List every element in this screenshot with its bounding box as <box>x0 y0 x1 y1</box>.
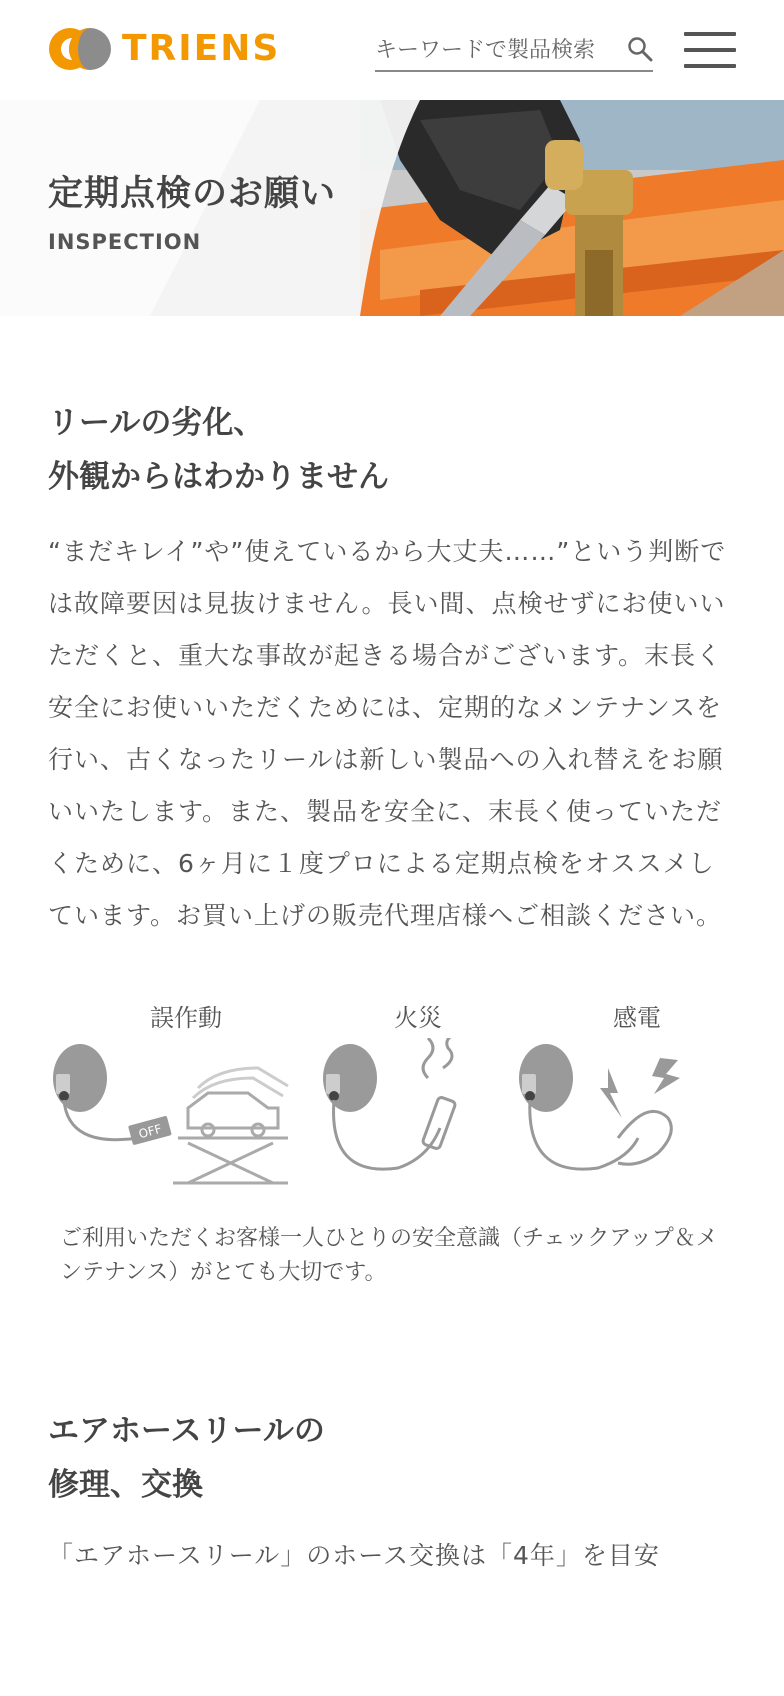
heading-line: 修理、交換 <box>48 1467 203 1503</box>
reel-icon <box>519 1044 638 1169</box>
section-heading-repair <box>48 1404 736 1512</box>
off-tag-icon <box>128 1116 172 1146</box>
site-header <box>0 0 784 100</box>
heading-line: リールの劣化、 <box>48 405 265 441</box>
page-title: 定期点検のお願い <box>48 174 337 214</box>
section-paragraph: “まだキレイ”や”使えているから大丈夫……”という判断では故障要因は見抜けません。長い間、点検せずにお使いいただくと、重大な事故が起きる場合がございます。末長く安全にお使いいただくためには、定期的なメンテナンスを行い、古くなったリールは新しい製品への入れ替えをお願いいたします。また、製品を安全に、末長く使っていただくために、6ヶ月に１度プロによる定期点検をオススメしています。お買い上げの販売代理店様へご相談ください。 <box>48 537 727 930</box>
section-paragraph: 「エアホースリール」のホース交換は「4年」を目安 <box>48 1541 660 1570</box>
label-shock: 感電 <box>613 1004 661 1032</box>
fire-smoke-icon <box>422 1038 458 1150</box>
heading-line: 外観からはわかりません <box>48 459 389 495</box>
reel-icon <box>323 1044 440 1169</box>
main-content <box>0 316 784 1582</box>
heading-line: エアホースリールの <box>48 1413 325 1449</box>
logo-mark-icon <box>48 26 112 72</box>
hazard-illustration <box>48 998 736 1298</box>
car-lift-icon <box>173 1068 288 1183</box>
search-icon[interactable] <box>627 36 653 62</box>
search-box[interactable] <box>375 30 653 72</box>
off-tag-text: OFF <box>137 1121 164 1142</box>
label-fire: 火災 <box>394 1004 442 1032</box>
hero-banner <box>0 100 784 316</box>
electric-shock-icon <box>600 1058 680 1164</box>
logo-text: TRIENS <box>122 28 281 69</box>
hazard-drawings <box>48 1038 736 1198</box>
illustration-caption: ご利用いただくお客様一人ひとりの安全意識（チェックアップ＆メンテナンス）がとても大切です。 <box>60 1226 718 1285</box>
hamburger-menu-icon[interactable] <box>684 32 736 70</box>
search-input[interactable] <box>375 38 625 63</box>
logo[interactable] <box>48 26 280 72</box>
page-subtitle: INSPECTION <box>48 230 202 254</box>
reel-icon <box>53 1044 138 1140</box>
section-heading-degradation <box>48 316 736 504</box>
label-malfunction: 誤作動 <box>150 1004 222 1032</box>
